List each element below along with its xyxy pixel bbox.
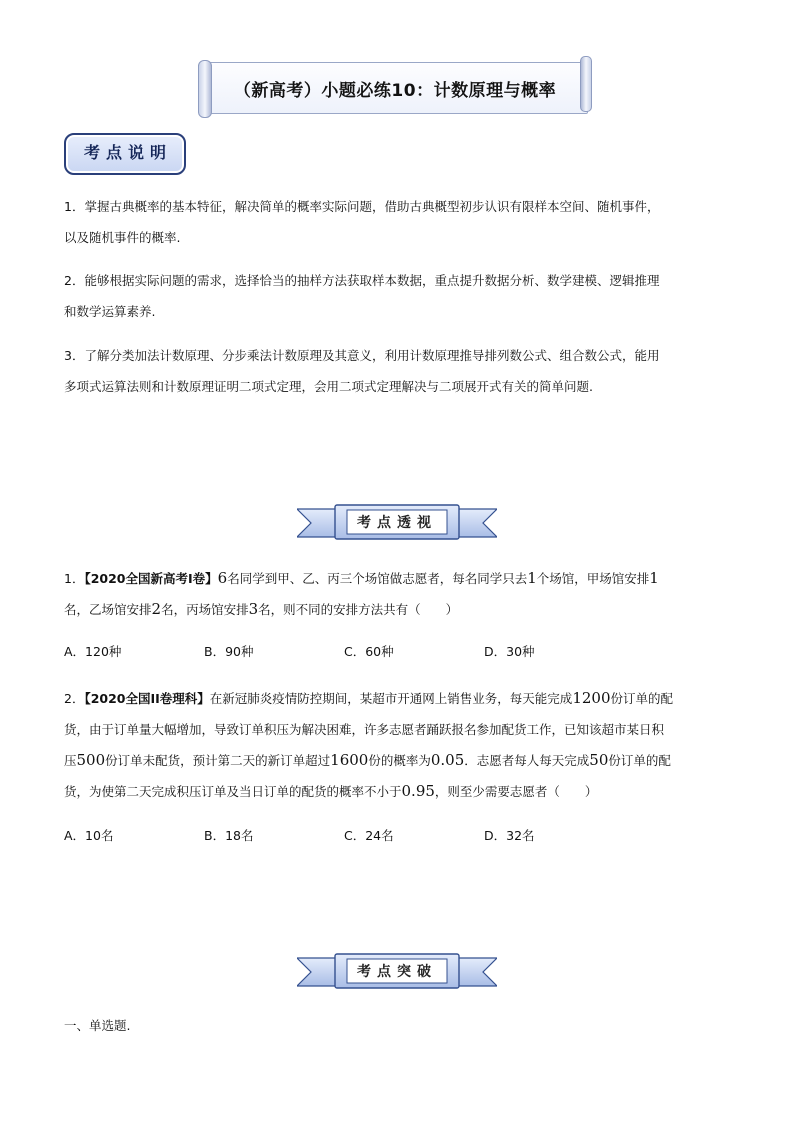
objective-item-1	[64, 191, 734, 253]
objective-line: 1．掌握古典概率的基本特征，解决简单的概率实际问题，借助古典概型初步认识有限样本空间、随机事件，	[64, 199, 660, 214]
question-source: 【2020全国II卷理科】	[84, 691, 210, 706]
objective-line: 以及随机事件的概率.	[64, 230, 181, 245]
scroll-roll-right	[580, 56, 592, 112]
question-text: ．志愿者每人每天完成	[464, 753, 590, 768]
question-text: 货，由于订单量大幅增加，导致订单积压为解决困难，许多志愿者踊跃报名参加配货工作，已知该超市某日积	[64, 722, 665, 737]
math-number: 50	[589, 751, 609, 769]
math-number: 6	[217, 569, 228, 587]
question-1-options	[64, 642, 664, 662]
question-text: 份订单的配	[610, 691, 674, 706]
badge-label: 考点说明	[83, 143, 172, 162]
option-d[interactable]: D．30种	[484, 644, 535, 659]
question-text: 名，则不同的安排方法共有（ ）	[258, 602, 459, 617]
objective-line: 2．能够根据实际问题的需求，选择恰当的抽样方法获取样本数据，重点提升数据分析、数学建模、逻辑推理	[64, 273, 660, 288]
question-text: 货，为使第二天完成积压订单及当日订单的配货的概率不小于	[64, 784, 402, 799]
objective-line: 多项式运算法则和计数原理证明二项式定理，会用二项式定理解决与二项展开式有关的简单问题.	[64, 379, 593, 394]
question-number: 2．	[64, 691, 85, 706]
section-badge	[64, 133, 186, 175]
question-text: 名，乙场馆安排	[64, 602, 152, 617]
math-number: 1600	[330, 751, 369, 769]
question-text: 名同学到甲、乙、丙三个场馆做志愿者，每名同学只去	[227, 571, 528, 586]
math-number: 500	[76, 751, 106, 769]
option-b[interactable]: B．90种	[204, 644, 254, 659]
question-text: 在新冠肺炎疫情防控期间，某超市开通网上销售业务，每天能完成	[209, 691, 573, 706]
question-2-options	[64, 826, 664, 846]
math-number: 1	[649, 569, 659, 587]
option-c[interactable]: C．24名	[344, 828, 394, 843]
option-c[interactable]: C．60种	[344, 644, 394, 659]
math-number: 2	[151, 600, 162, 618]
option-a[interactable]: A．10名	[64, 828, 114, 843]
question-source: 【2020全国新高考Ⅰ卷】	[84, 571, 218, 586]
math-number: 3	[248, 600, 259, 618]
question-number: 1．	[64, 571, 85, 586]
objective-item-2	[64, 265, 734, 327]
math-number: 0.05	[430, 751, 465, 769]
objective-item-3	[64, 340, 734, 402]
section-ribbon-2	[297, 952, 497, 992]
option-d[interactable]: D．32名	[484, 828, 535, 843]
title-banner	[196, 56, 594, 118]
option-b[interactable]: B．18名	[204, 828, 254, 843]
ribbon-label: 考点透视	[357, 515, 437, 531]
math-number: 0.95	[401, 782, 435, 800]
objective-line: 和数学运算素养.	[64, 304, 156, 319]
question-text: 压	[64, 753, 77, 768]
question-text: 个场馆，甲场馆安排	[536, 571, 650, 586]
question-text: 份订单未配货，预计第二天的新订单超过	[105, 753, 331, 768]
question-text: 份订单的配	[608, 753, 671, 768]
question-text: ，则至少需要志愿者（ ）	[434, 784, 598, 799]
question-text: 份的概率为	[368, 753, 431, 768]
section-ribbon-1	[297, 503, 497, 543]
option-a[interactable]: A．120种	[64, 644, 122, 659]
math-number: 1200	[572, 689, 611, 707]
math-number: 1	[527, 569, 537, 587]
question-text: 名，丙场馆安排	[161, 602, 249, 617]
question-2	[64, 683, 734, 807]
ribbon-label: 考点突破	[357, 964, 437, 980]
page-title: （新高考）小题必练10：计数原理与概率	[233, 81, 557, 101]
section-heading: 一、单选题.	[64, 1018, 131, 1033]
objective-line: 3．了解分类加法计数原理、分步乘法计数原理及其意义，利用计数原理推导排列数公式、组合数公式，能用	[64, 348, 660, 363]
question-1	[64, 563, 734, 625]
